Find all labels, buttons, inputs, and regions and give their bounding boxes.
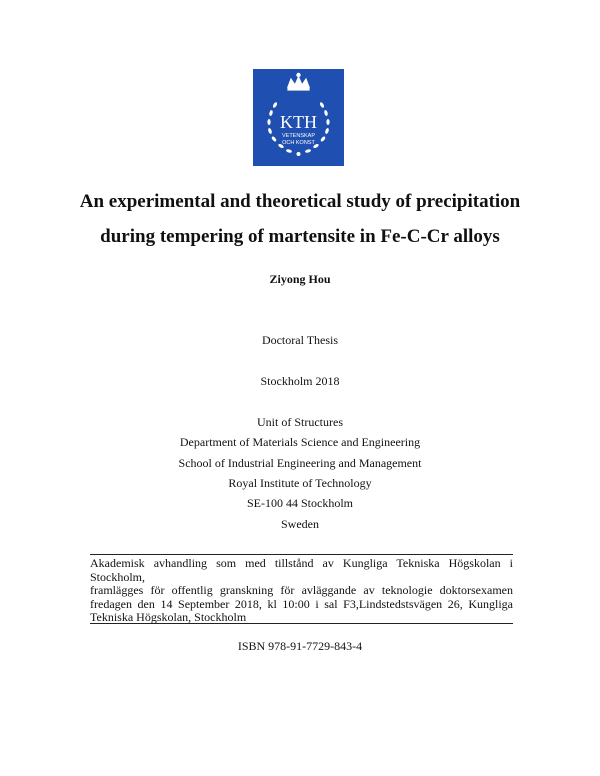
defense-notice-line-3: fredagen den 14 September 2018, kl 10:00 i sal F3,Lindstedstsvägen 26, Kungliga: [90, 596, 513, 611]
thesis-title-line-2: during tempering of martensite in Fe-C-Cr alloys: [100, 226, 500, 247]
bottom-divider: [90, 623, 513, 624]
affiliation-country: Sweden: [281, 517, 319, 531]
defense-notice-line-4: Tekniska Högskolan, Stockholm: [90, 610, 247, 624]
logo-line1-text: VETENSKAP: [281, 133, 316, 139]
defense-notice: [90, 557, 513, 625]
place-year: Stockholm 2018: [260, 374, 340, 388]
affiliation-department: Department of Materials Science and Engineering: [179, 435, 421, 449]
isbn: ISBN 978-91-7729-843-4: [237, 639, 363, 653]
affiliation-postal: SE-100 44 Stockholm: [246, 496, 353, 510]
thesis-type: Doctoral Thesis: [261, 333, 339, 347]
affiliation-institute: Royal Institute of Technology: [228, 476, 372, 490]
kth-logo: [253, 69, 344, 166]
affiliation-unit: Unit of Structures: [257, 415, 343, 429]
kth-emblem-icon: [253, 69, 344, 166]
author-name: Ziyong Hou: [269, 272, 331, 286]
thesis-title-line-1: An experimental and theoretical study of precipitation: [79, 191, 521, 212]
affiliation-school: School of Industrial Engineering and Management: [178, 456, 422, 470]
defense-notice-line-2: framlägges för offentlig granskning för avläggande av teknologie doktorsexamen: [90, 583, 513, 597]
logo-main-text: KTH: [280, 112, 317, 132]
logo-line2-text: OCH KONST: [282, 140, 315, 146]
top-divider: [90, 554, 513, 555]
defense-notice-line-1: Akademisk avhandling som med tillstånd av Kungliga Tekniska Högskolan i Stockholm,: [90, 556, 513, 584]
